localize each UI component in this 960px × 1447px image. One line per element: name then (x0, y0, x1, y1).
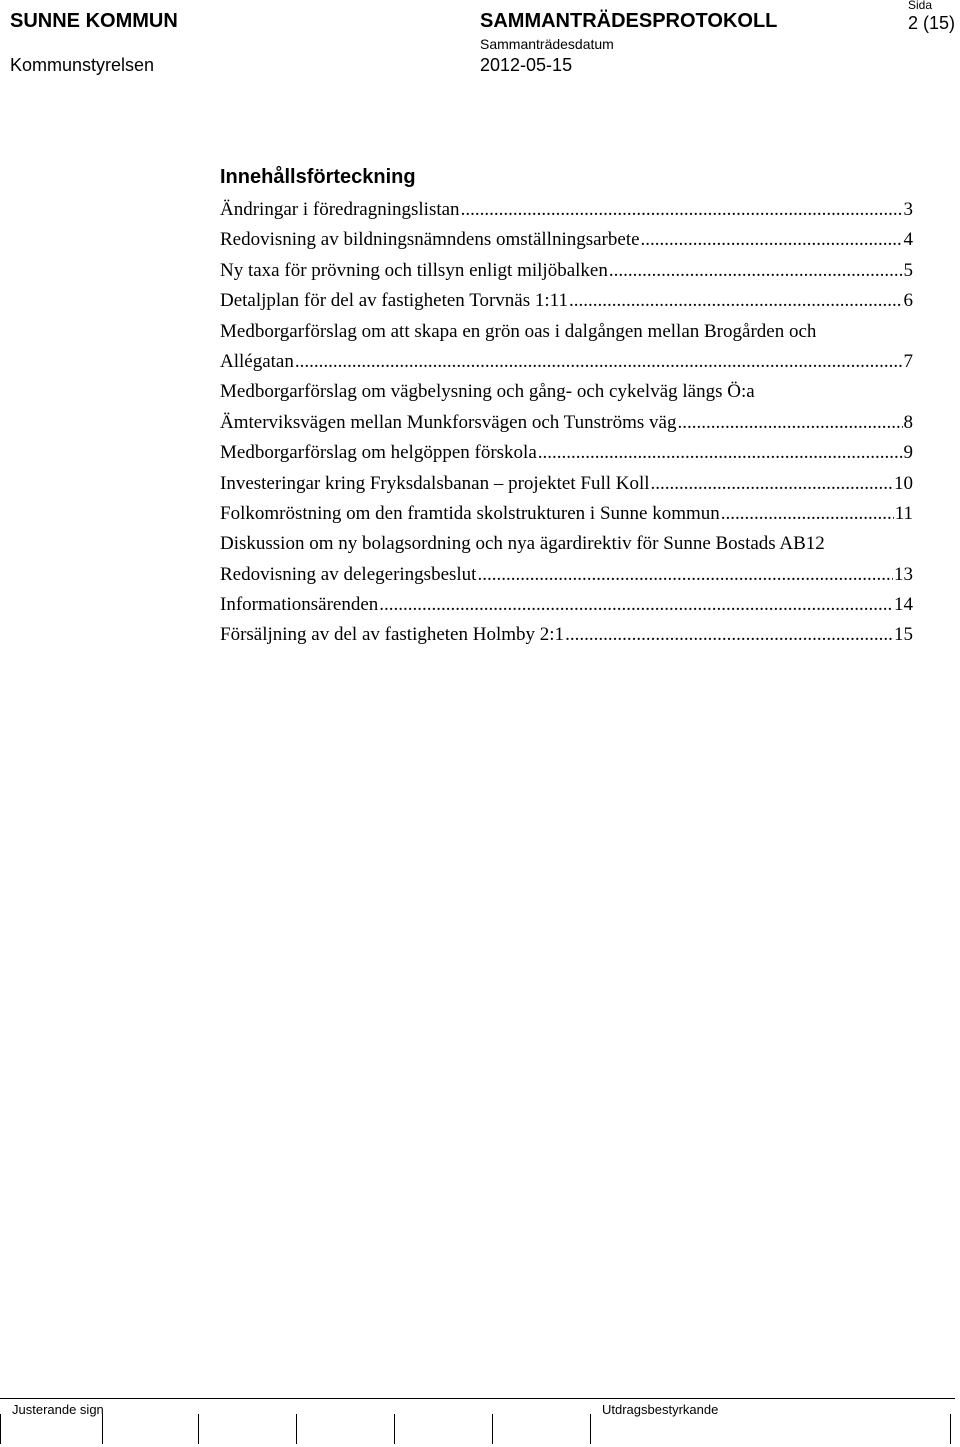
toc-entry-title: Diskussion om ny bolagsordning och nya ägardirektiv för Sunne Bostads AB (220, 533, 806, 555)
toc-entry-title: Ny taxa för prövning och tillsyn enligt miljöbalken (220, 259, 608, 281)
toc-entry-page: 7 (903, 350, 913, 372)
signature-footer (0, 1398, 960, 1447)
signature-box-divider (590, 1414, 591, 1444)
table-of-contents (220, 195, 913, 651)
signature-box-divider (394, 1414, 395, 1444)
toc-leader-dots (721, 499, 894, 529)
meeting-date: 2012-05-15 (480, 55, 573, 75)
toc-leader-dots (461, 195, 903, 225)
toc-entry-page: 12 (805, 533, 825, 555)
signature-box-divider (296, 1414, 297, 1444)
toc-entry-page: 13 (894, 563, 913, 585)
toc-entry-title: Ändringar i föredragningslistan (220, 198, 460, 220)
toc-entry-page: 10 (894, 472, 913, 494)
toc-leader-dots (538, 438, 903, 468)
toc-entry[interactable] (220, 195, 913, 225)
toc-leader-dots (295, 347, 903, 377)
toc-entry[interactable] (220, 469, 913, 499)
toc-entry-title: Detaljplan för del av fastigheten Torvnäs 1:11 (220, 290, 568, 312)
justerande-sign-label: Justerande sign (12, 1402, 104, 1417)
toc-entry[interactable] (220, 438, 913, 468)
signature-box-divider (198, 1414, 199, 1444)
toc-entry-page: 3 (903, 198, 913, 220)
toc-leader-dots (569, 286, 903, 316)
toc-entry[interactable] (220, 529, 913, 559)
toc-heading: Innehållsförteckning (220, 166, 416, 188)
toc-leader-dots (379, 590, 893, 620)
document-type: SAMMANTRÄDESPROTOKOLL (480, 10, 778, 32)
toc-entry-page: 15 (894, 624, 913, 646)
toc-entry-page: 4 (903, 229, 913, 251)
toc-entry-title: Redovisning av bildningsnämndens omställningsarbete (220, 229, 640, 251)
organization-name: SUNNE KOMMUN (10, 10, 178, 32)
toc-entry[interactable] (220, 590, 913, 620)
signature-box-divider (0, 1414, 1, 1444)
footer-rule (0, 1398, 955, 1399)
toc-entry-page: 6 (903, 290, 913, 312)
toc-entry[interactable] (220, 560, 913, 590)
signature-box-divider (950, 1414, 951, 1444)
toc-entry-title-line1: Medborgarförslag om vägbelysning och gång- och cykelväg längs Ö:a (220, 381, 755, 403)
signature-box-divider (492, 1414, 493, 1444)
date-label: Sammanträdesdatum (480, 36, 614, 52)
toc-entry-title: Försäljning av del av fastigheten Holmby 2:1 (220, 624, 565, 646)
toc-leader-dots (677, 408, 902, 438)
toc-entry-page: 14 (894, 594, 913, 616)
page-label: Sida (908, 0, 933, 12)
toc-entry-page: 5 (903, 259, 913, 281)
toc-entry[interactable] (220, 256, 913, 286)
signature-box-divider (102, 1414, 103, 1444)
toc-leader-dots (651, 469, 893, 499)
toc-entry[interactable] (220, 225, 913, 255)
toc-entry-title: Informationsärenden (220, 594, 379, 616)
toc-leader-dots (609, 256, 903, 286)
toc-leader-dots (477, 560, 893, 590)
toc-leader-dots (641, 225, 903, 255)
toc-entry-title: Folkomröstning om den framtida skolstrukturen i Sunne kommun (220, 502, 720, 524)
department-name: Kommunstyrelsen (10, 55, 155, 75)
toc-entry[interactable] (220, 286, 913, 316)
toc-leader-dots (565, 620, 893, 650)
toc-entry-page: 8 (903, 411, 913, 433)
toc-entry-title: Allégatan (220, 350, 294, 372)
toc-entry[interactable] (220, 499, 913, 529)
toc-entry-title: Medborgarförslag om helgöppen förskola (220, 442, 537, 464)
toc-entry-title: Investeringar kring Fryksdalsbanan – projektet Full Koll (220, 472, 650, 494)
page-number: 2 (15) (908, 13, 956, 33)
toc-entry-title: Ämterviksvägen mellan Munkforsvägen och Tunströms väg (220, 411, 677, 433)
utdragsbestyrkande-label: Utdragsbestyrkande (602, 1402, 719, 1417)
toc-entry-page: 9 (903, 442, 913, 464)
toc-entry-multiline[interactable] (220, 317, 913, 378)
toc-entry[interactable] (220, 620, 913, 650)
toc-entry-title-line1: Medborgarförslag om att skapa en grön oas i dalgången mellan Brogården och (220, 320, 817, 342)
toc-entry-multiline[interactable] (220, 377, 913, 438)
toc-entry-page: 11 (894, 502, 913, 524)
toc-entry-title: Redovisning av delegeringsbeslut (220, 563, 477, 585)
